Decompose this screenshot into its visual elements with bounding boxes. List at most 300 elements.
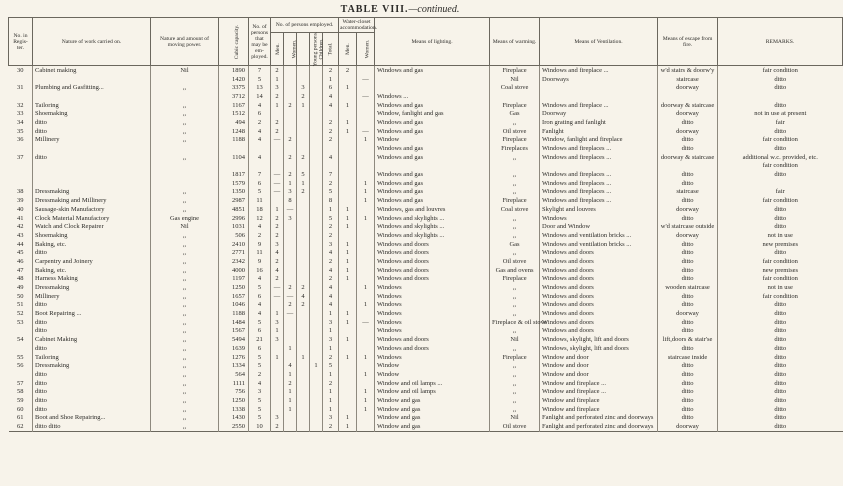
cell-women: [284, 414, 297, 423]
cell-wcw: 1: [357, 136, 375, 145]
cell-may: [249, 162, 271, 171]
cell-wcw: [357, 162, 375, 171]
cell-young: [297, 66, 310, 75]
cell-escape: ditto: [658, 257, 718, 266]
cell-work: Cabinet Making: [33, 335, 151, 344]
cell-vent: Doorway: [540, 109, 658, 118]
cell-cubic: 2996: [219, 214, 249, 223]
cell-remarks: ditto: [718, 248, 843, 257]
cell-warm: Oil stove: [490, 422, 540, 431]
cell-total: 2: [323, 422, 339, 431]
cell-cubic: 1334: [219, 361, 249, 370]
cell-work: [33, 92, 151, 101]
cell-work: Boot Repairing ...: [33, 309, 151, 318]
table-row: [9, 92, 843, 101]
cell-men: [271, 344, 284, 353]
cell-may: 4: [249, 379, 271, 388]
cell-children: [310, 179, 323, 188]
cell-work: ditto: [33, 344, 151, 353]
cell-light: Windows: [375, 309, 490, 318]
cell-warm: ,,: [490, 231, 540, 240]
cell-light: Windows and skylights ...: [375, 222, 490, 231]
cell-warm: Nil: [490, 414, 540, 423]
cell-may: 3: [249, 387, 271, 396]
cell-men: 1: [271, 353, 284, 362]
cell-light: Windows and gas: [375, 66, 490, 75]
cell-young: [297, 361, 310, 370]
cell-women: [284, 127, 297, 136]
table-row: [9, 75, 843, 84]
cell-total: 6: [323, 83, 339, 92]
cell-men: 2: [271, 222, 284, 231]
cell-power: ,,: [151, 370, 219, 379]
cell-total: 5: [323, 214, 339, 223]
cell-children: [310, 66, 323, 75]
cell-women: 1: [284, 370, 297, 379]
cell-power: ,,: [151, 153, 219, 162]
cell-no: 43: [17, 231, 24, 239]
cell-escape: staircase: [658, 188, 718, 197]
cell-light: Windows and gas: [375, 127, 490, 136]
cell-wcm: [339, 387, 357, 396]
header-total-text: Total.: [327, 42, 334, 56]
cell-light: Windows: [375, 327, 490, 336]
cell-men: [271, 405, 284, 414]
cell-power: ,,: [151, 196, 219, 205]
cell-work: Sausage-skin Manufactory: [33, 205, 151, 214]
cell-young: [297, 327, 310, 336]
cell-men: 2: [271, 92, 284, 101]
cell-may: 9: [249, 240, 271, 249]
cell-escape: ditto: [658, 379, 718, 388]
cell-children: [310, 379, 323, 388]
cell-power: ,,: [151, 396, 219, 405]
cell-warm: Fireplace: [490, 101, 540, 110]
cell-women: 4: [284, 361, 297, 370]
cell-total: [323, 144, 339, 153]
cell-work: ditto: [33, 387, 151, 396]
cell-men: 3: [271, 83, 284, 92]
table-row: [9, 353, 843, 362]
cell-escape: ditto: [658, 387, 718, 396]
cell-work: ditto: [33, 301, 151, 310]
cell-no: 34: [17, 118, 24, 126]
cell-escape: ditto: [658, 414, 718, 423]
cell-work: ditto: [33, 153, 151, 162]
cell-escape: lift,doors & stair'se: [658, 335, 718, 344]
cell-young: 2: [297, 92, 310, 101]
cell-vent: Windows, skylight, lift and doors: [540, 335, 658, 344]
cell-women: 8: [284, 196, 297, 205]
cell-escape: ditto: [658, 275, 718, 284]
cell-remarks: ditto: [718, 222, 843, 231]
cell-men: 2: [271, 214, 284, 223]
cell-escape: ditto: [658, 179, 718, 188]
cell-children: [310, 109, 323, 118]
cell-total: [323, 162, 339, 171]
cell-wcm: [339, 283, 357, 292]
cell-may: 6: [249, 109, 271, 118]
cell-work: Boot and Shoe Repairing...: [33, 414, 151, 423]
cell-vent: Door and Window: [540, 222, 658, 231]
table-row: [9, 240, 843, 249]
cell-children: [310, 327, 323, 336]
cell-work: Tailoring: [33, 101, 151, 110]
cell-may: 5: [249, 405, 271, 414]
cell-men: 3: [271, 335, 284, 344]
cell-wcm: [339, 144, 357, 153]
cell-power: ,,: [151, 318, 219, 327]
cell-light: Windows and doors: [375, 240, 490, 249]
cell-cubic: 2410: [219, 240, 249, 249]
cell-power: ,,: [151, 127, 219, 136]
cell-may: 13: [249, 83, 271, 92]
cell-children: [310, 240, 323, 249]
cell-warm: ,,: [490, 222, 540, 231]
cell-remarks: not in use: [718, 231, 843, 240]
cell-total: 1: [323, 396, 339, 405]
cell-warm: Nil: [490, 335, 540, 344]
cell-men: 4: [271, 248, 284, 257]
cell-escape: ditto: [658, 266, 718, 275]
cell-young: [297, 414, 310, 423]
cell-power: ,,: [151, 335, 219, 344]
cell-men: 1: [271, 327, 284, 336]
cell-work: Carpentry and Joinery: [33, 257, 151, 266]
cell-children: [310, 118, 323, 127]
cell-cubic: 1579: [219, 179, 249, 188]
cell-vent: Window and door: [540, 353, 658, 362]
cell-wcm: 1: [339, 318, 357, 327]
cell-work: ditto: [33, 370, 151, 379]
cell-children: [310, 127, 323, 136]
cell-vent: Windows and fireplaces ...: [540, 179, 658, 188]
cell-young: 1: [297, 101, 310, 110]
cell-escape: ditto: [658, 370, 718, 379]
cell-wcm: [339, 301, 357, 310]
cell-may: 2: [249, 118, 271, 127]
cell-children: [310, 222, 323, 231]
cell-work: [33, 170, 151, 179]
cell-men: [271, 153, 284, 162]
cell-wcw: [357, 231, 375, 240]
cell-men: [271, 387, 284, 396]
cell-remarks: fair: [718, 188, 843, 197]
cell-women: 2: [284, 301, 297, 310]
cell-no: 46: [17, 257, 24, 265]
table-title-main: TABLE VIII.: [340, 4, 409, 15]
cell-wcw: —: [357, 75, 375, 84]
cell-women: 1: [284, 396, 297, 405]
cell-escape: staircase: [658, 75, 718, 84]
cell-power: ,,: [151, 188, 219, 197]
cell-children: [310, 266, 323, 275]
cell-men: —: [271, 170, 284, 179]
cell-vent: [540, 162, 658, 171]
cell-vent: Windows and ventilation bricks ...: [540, 240, 658, 249]
cell-warm: ,,: [490, 292, 540, 301]
cell-vent: Doorways: [540, 75, 658, 84]
cell-children: [310, 335, 323, 344]
cell-may: [249, 144, 271, 153]
cell-remarks: fair: [718, 118, 843, 127]
cell-no: 41: [17, 214, 24, 222]
cell-wcm: 1: [339, 275, 357, 284]
cell-may: 4: [249, 275, 271, 284]
cell-total: 1: [323, 370, 339, 379]
table-row: [9, 422, 843, 431]
cell-work: Millinery: [33, 292, 151, 301]
cell-vent: Windows and doors: [540, 318, 658, 327]
table-row: [9, 205, 843, 214]
cell-vent: Windows: [540, 214, 658, 223]
cell-no: [9, 92, 33, 101]
cell-work: Shoemaking: [33, 231, 151, 240]
cell-light: Windows and gas: [375, 179, 490, 188]
cell-work: ditto: [33, 327, 151, 336]
cell-escape: doorway: [658, 205, 718, 214]
cell-total: 7: [323, 170, 339, 179]
cell-no: 61: [17, 414, 24, 422]
cell-cubic: 1046: [219, 301, 249, 310]
header-young-text: Young persons.: [312, 31, 319, 67]
cell-may: 14: [249, 92, 271, 101]
cell-no: [9, 327, 33, 336]
cell-no: [9, 344, 33, 353]
cell-may: 5: [249, 414, 271, 423]
cell-children: [310, 136, 323, 145]
cell-power: ,,: [151, 283, 219, 292]
cell-warm: ,,: [490, 301, 540, 310]
cell-warm: ,,: [490, 214, 540, 223]
cell-power: [151, 144, 219, 153]
cell-wcw: [357, 109, 375, 118]
header-lighting: Means of lighting.: [375, 18, 490, 66]
cell-remarks: ditto: [718, 344, 843, 353]
table-row: [9, 309, 843, 318]
cell-vent: Windows and doors: [540, 266, 658, 275]
cell-may: 12: [249, 214, 271, 223]
cell-light: Windows: [375, 301, 490, 310]
cell-cubic: 2771: [219, 248, 249, 257]
cell-escape: doorway: [658, 309, 718, 318]
cell-women: [284, 275, 297, 284]
cell-total: 2: [323, 127, 339, 136]
cell-young: [297, 127, 310, 136]
cell-light: Windows, gas and louvres: [375, 205, 490, 214]
cell-children: [310, 405, 323, 414]
cell-wcm: [339, 75, 357, 84]
cell-escape: doorway: [658, 422, 718, 431]
cell-young: 4: [297, 292, 310, 301]
cell-wcw: [357, 309, 375, 318]
cell-no: 53: [17, 318, 24, 326]
cell-warm: ,,: [490, 248, 540, 257]
cell-men: —: [271, 179, 284, 188]
cell-wcm: [339, 405, 357, 414]
cell-warm: Fireplace: [490, 66, 540, 75]
cell-cubic: 1338: [219, 405, 249, 414]
cell-warm: [490, 162, 540, 171]
cell-power: Nil: [151, 66, 219, 75]
cell-cubic: 494: [219, 118, 249, 127]
cell-young: [297, 275, 310, 284]
cell-young: [297, 318, 310, 327]
header-wc-women: [357, 33, 375, 66]
cell-wcw: [357, 275, 375, 284]
cell-work: ditto ditto: [33, 422, 151, 431]
cell-cubic: 1567: [219, 327, 249, 336]
cell-may: 6: [249, 179, 271, 188]
table-row: [9, 387, 843, 396]
cell-children: [310, 144, 323, 153]
cell-vent: Windows and doors: [540, 257, 658, 266]
cell-power: ,,: [151, 387, 219, 396]
cell-escape: ditto: [658, 327, 718, 336]
cell-wcw: 1: [357, 353, 375, 362]
cell-no: [9, 179, 33, 188]
cell-children: [310, 153, 323, 162]
cell-cubic: 1167: [219, 101, 249, 110]
cell-total: 3: [323, 335, 339, 344]
cell-work: Dressmaking: [33, 188, 151, 197]
cell-may: 5: [249, 75, 271, 84]
cell-cubic: 3712: [219, 92, 249, 101]
cell-wcm: [339, 344, 357, 353]
cell-young: 1: [297, 179, 310, 188]
cell-may: 4: [249, 136, 271, 145]
cell-light: Windows and doors: [375, 344, 490, 353]
cell-cubic: 564: [219, 370, 249, 379]
cell-power: [151, 179, 219, 188]
cell-wcm: 1: [339, 83, 357, 92]
cell-no: 32: [17, 101, 24, 109]
cell-total: 1: [323, 344, 339, 353]
cell-light: Window and oil lamps: [375, 387, 490, 396]
cell-vent: Windows and fireplaces ...: [540, 188, 658, 197]
cell-vent: Windows and doors: [540, 301, 658, 310]
cell-children: [310, 188, 323, 197]
cell-light: Window and gas: [375, 414, 490, 423]
table-row: [9, 101, 843, 110]
cell-total: 4: [323, 101, 339, 110]
cell-women: [284, 353, 297, 362]
cell-men: 2: [271, 118, 284, 127]
cell-light: Windows: [375, 318, 490, 327]
cell-total: 3: [323, 318, 339, 327]
cell-wcm: [339, 361, 357, 370]
cell-young: [297, 309, 310, 318]
cell-wcm: [339, 153, 357, 162]
cell-men: 2: [271, 231, 284, 240]
cell-escape: ditto: [658, 240, 718, 249]
table-row: [9, 188, 843, 197]
cell-escape: [658, 162, 718, 171]
cell-escape: ditto: [658, 248, 718, 257]
header-young: [297, 31, 319, 67]
cell-no: [9, 162, 33, 171]
cell-children: [310, 353, 323, 362]
cell-power: ,,: [151, 136, 219, 145]
cell-no: 62: [17, 423, 24, 431]
cell-escape: doorway & staircase: [658, 101, 718, 110]
cell-light: Windows ...: [375, 92, 490, 101]
cell-work: ditto: [33, 118, 151, 127]
cell-warm: Gas: [490, 240, 540, 249]
cell-wcm: 1: [339, 118, 357, 127]
cell-remarks: not in use at present: [718, 109, 843, 118]
cell-work: Cabinet making: [33, 66, 151, 75]
cell-work: Clock Material Manufactory: [33, 214, 151, 223]
cell-cubic: 1188: [219, 309, 249, 318]
cell-total: 4: [323, 92, 339, 101]
cell-men: 2: [271, 422, 284, 431]
cell-light: Windows and gas: [375, 101, 490, 110]
table-row: [9, 66, 843, 75]
cell-remarks: ditto: [718, 127, 843, 136]
cell-young: [297, 405, 310, 414]
cell-warm: ,,: [490, 188, 540, 197]
cell-remarks: fair condition: [718, 136, 843, 145]
cell-remarks: ditto: [718, 170, 843, 179]
cell-no: 49: [17, 284, 24, 292]
cell-vent: Window and fireplace ...: [540, 387, 658, 396]
cell-warm: Fireplace: [490, 196, 540, 205]
cell-escape: ditto: [658, 214, 718, 223]
cell-women: 3: [284, 214, 297, 223]
cell-men: 3: [271, 414, 284, 423]
cell-total: 4: [323, 283, 339, 292]
cell-escape: ditto: [658, 361, 718, 370]
cell-men: 1: [271, 75, 284, 84]
cell-warm: ,,: [490, 179, 540, 188]
cell-escape: w'd staircase outside: [658, 222, 718, 231]
cell-wcw: [357, 327, 375, 336]
cell-women: 2: [284, 153, 297, 162]
cell-young: [297, 75, 310, 84]
table-row: [9, 344, 843, 353]
cell-young: [297, 387, 310, 396]
cell-light: Windows and gas: [375, 118, 490, 127]
cell-warm: [490, 92, 540, 101]
cell-wcw: [357, 118, 375, 127]
cell-light: Windows and gas: [375, 196, 490, 205]
cell-work: ditto: [33, 127, 151, 136]
table-row: [9, 379, 843, 388]
header-nature-work: Nature of work carried on.: [33, 18, 151, 66]
cell-young: [297, 214, 310, 223]
cell-power: ,,: [151, 205, 219, 214]
cell-power: ,,: [151, 327, 219, 336]
cell-power: ,,: [151, 109, 219, 118]
cell-cubic: 1890: [219, 66, 249, 75]
cell-may: 9: [249, 257, 271, 266]
cell-warm: Coal stove: [490, 83, 540, 92]
header-children-text: Children.: [318, 38, 325, 60]
cell-no: [9, 170, 33, 179]
cell-work: Baking, etc.: [33, 240, 151, 249]
cell-power: [151, 92, 219, 101]
cell-women: 2: [284, 283, 297, 292]
cell-remarks: ditto: [718, 405, 843, 414]
cell-vent: Windows and doors: [540, 248, 658, 257]
cell-warm: ,,: [490, 370, 540, 379]
cell-warm: ,,: [490, 283, 540, 292]
cell-light: Windows and doors: [375, 257, 490, 266]
cell-work: Baking, etc.: [33, 266, 151, 275]
cell-wcw: [357, 66, 375, 75]
header-escape: Means of escape from fire.: [658, 18, 718, 66]
